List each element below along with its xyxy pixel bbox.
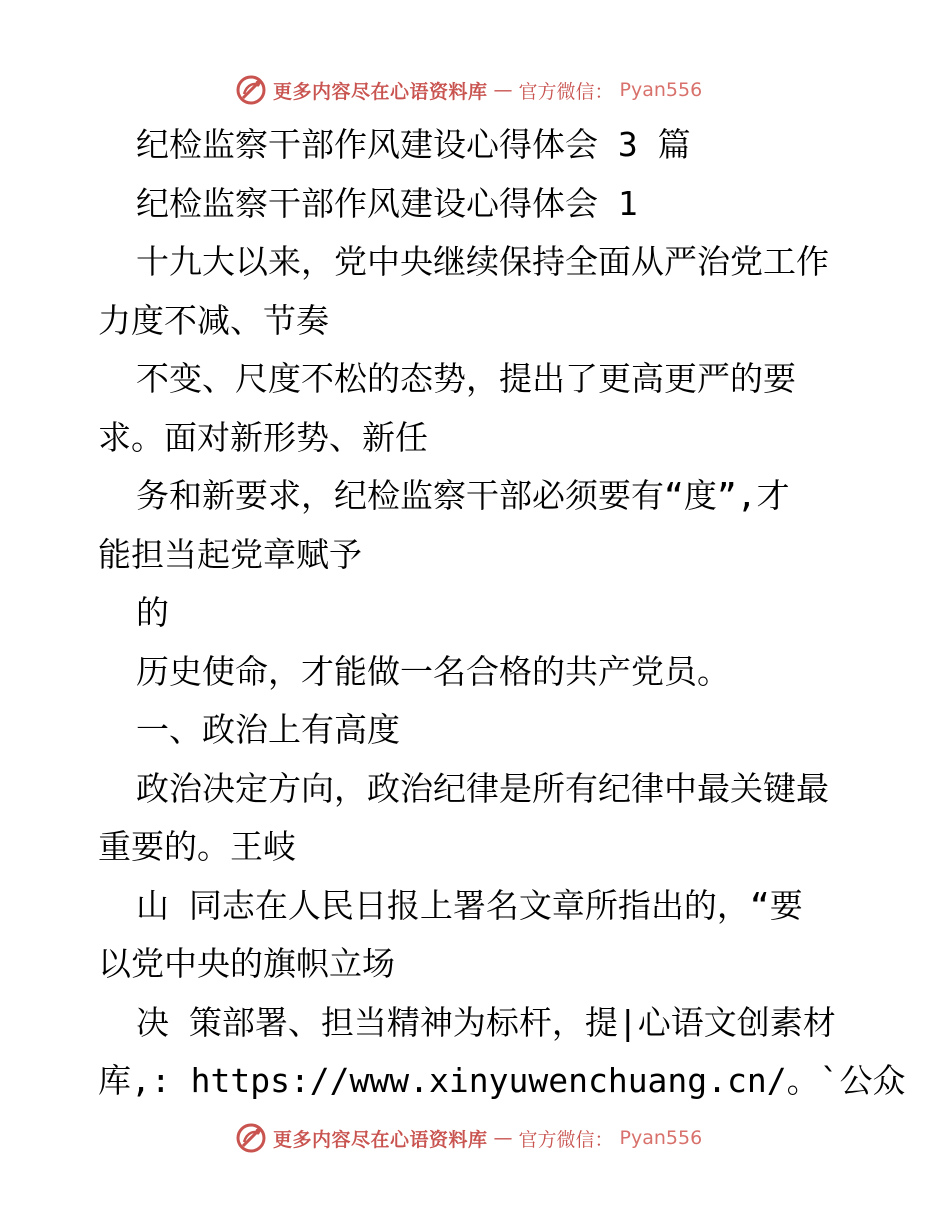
watermark-wechat-id: Pyan556: [619, 1127, 703, 1149]
text-line: 库,: https://www.xinyuwenchuang.cn/。`公众: [98, 1061, 906, 1100]
footer-watermark: [235, 1120, 702, 1156]
text-line: 山 同志在人民日报上署名文章所指出的，“要: [136, 885, 803, 925]
watermark-wechat-id: Pyan556: [619, 79, 703, 101]
text-line: 求。面对新形势、新任: [98, 417, 428, 457]
text-line: 政治决定方向，政治纪律是所有纪律中最关键最: [136, 768, 829, 808]
text-line: 纪检监察干部作风建设心得体会 1: [136, 183, 638, 223]
document-body: [98, 116, 906, 1111]
text-line: 一、政治上有高度: [136, 710, 400, 749]
text-line: 决 策部署、担当精神为标杆，提|心语文创素材: [136, 1002, 836, 1042]
text-line: 重要的。王岐: [98, 827, 296, 866]
text-line: 历史使命，才能做一名合格的共产党员。: [136, 651, 730, 691]
text-line: 以党中央的旗帜立场: [98, 944, 395, 983]
watermark-label: 官方微信：: [518, 80, 614, 103]
watermark-separator: —: [493, 1127, 513, 1149]
watermark-separator: —: [493, 79, 513, 101]
brand-logo-icon: [235, 74, 267, 106]
header-watermark: [235, 72, 702, 108]
watermark-brand: 更多内容尽在心语资料库: [273, 1128, 488, 1151]
watermark-label: 官方微信：: [518, 1128, 614, 1151]
watermark-brand: 更多内容尽在心语资料库: [273, 80, 488, 103]
text-line: 十九大以来，党中央继续保持全面从严治党工作: [136, 242, 829, 281]
text-line: 力度不减、节奏: [98, 300, 329, 340]
text-line: 能担当起党章赋予: [98, 534, 362, 574]
brand-logo-icon: [235, 1122, 267, 1154]
text-line: 的: [136, 593, 169, 632]
text-line: 不变、尺度不松的态势，提出了更高更严的要: [136, 359, 796, 398]
text-line: 纪检监察干部作风建设心得体会 3 篇: [136, 125, 691, 164]
text-line: 务和新要求，纪检监察干部必须要有“度”,才: [136, 476, 790, 515]
